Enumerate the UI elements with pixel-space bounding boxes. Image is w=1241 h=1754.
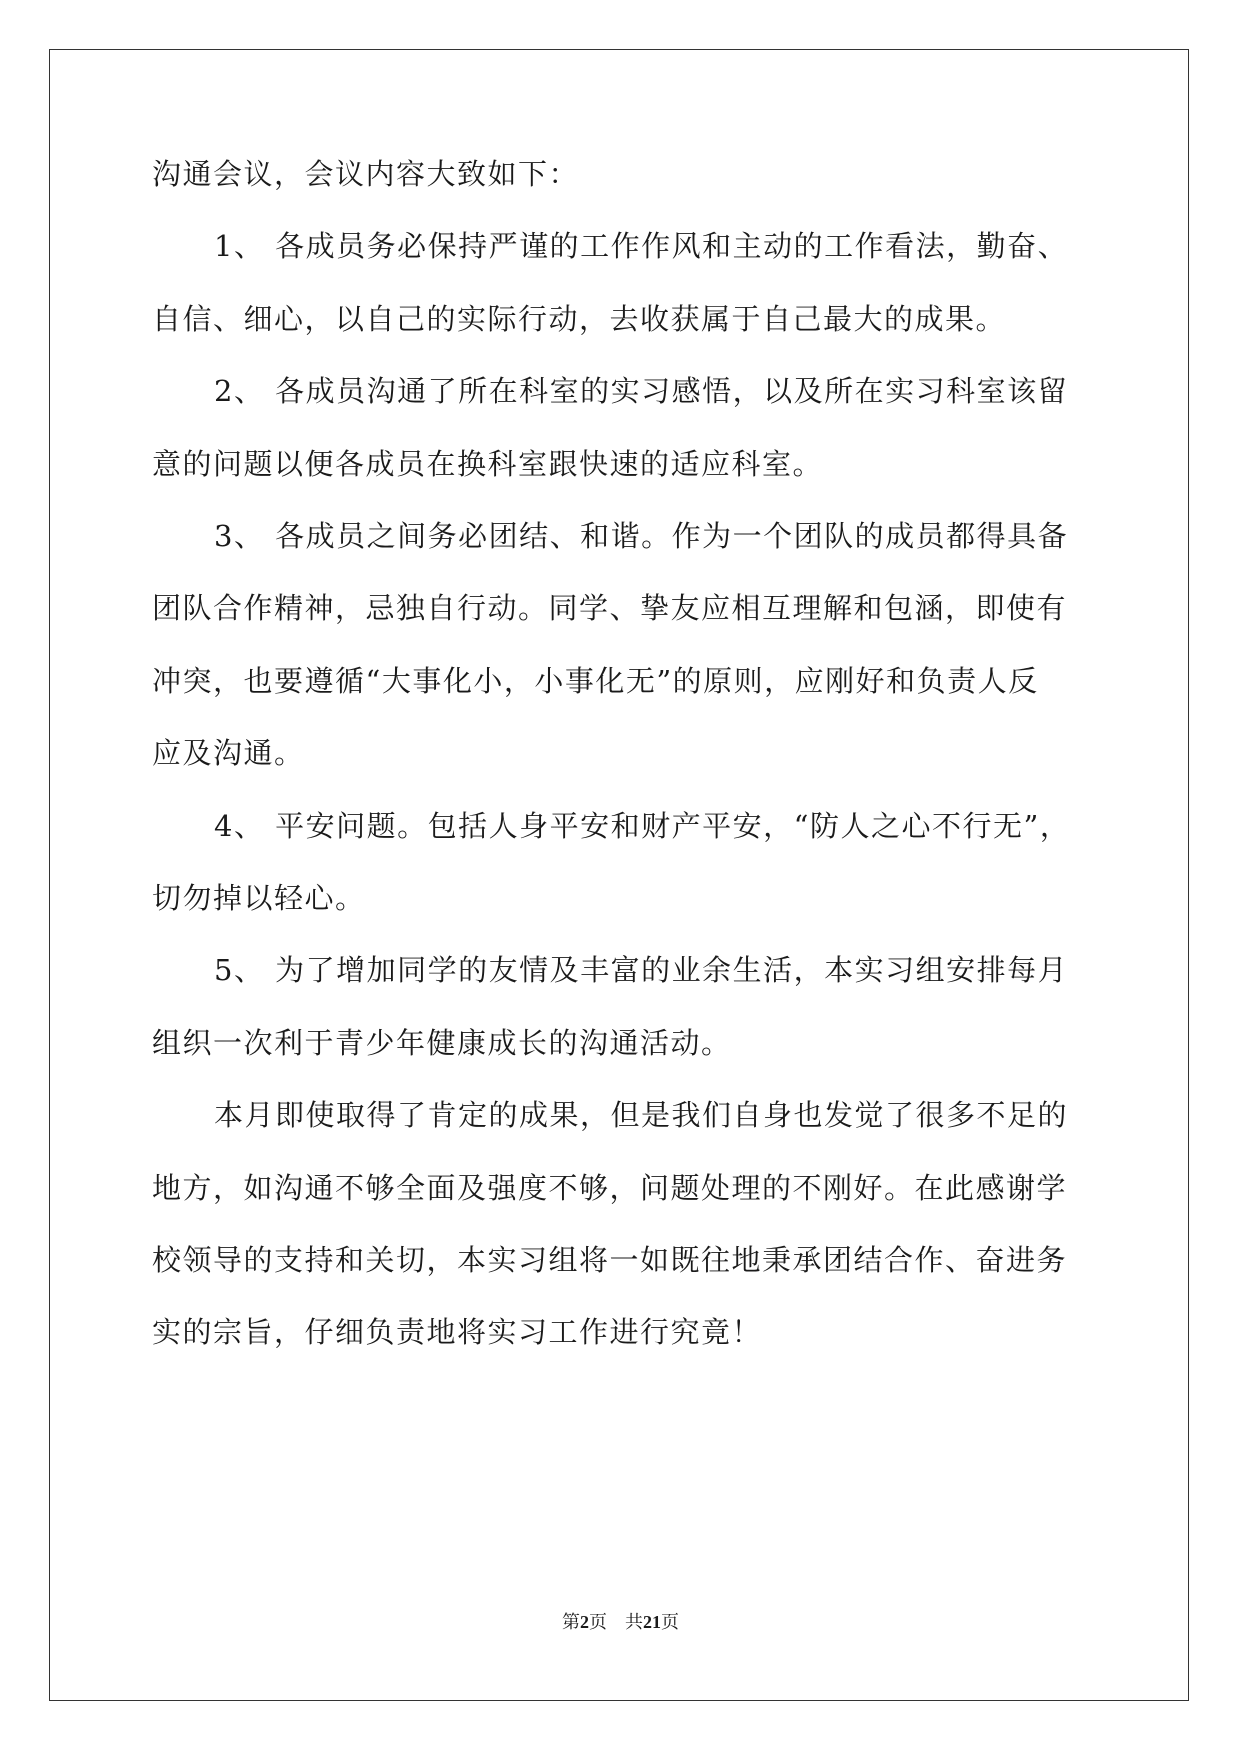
footer-total-suffix: 页 [661, 1612, 679, 1633]
text-line: 实的宗旨，仔细负责地将实习工作进行究竟！ [152, 1315, 763, 1349]
text-line: 5、 为了增加同学的友情及丰富的业余生活，本实习组安排每月 [214, 953, 1069, 987]
text-line: 地方，如沟通不够全面及强度不够，问题处理的不刚好。在此感谢学 [152, 1171, 1068, 1205]
text-line: 1、 各成员务必保持严谨的工作作风和主动的工作看法，勤奋、 [214, 229, 1069, 263]
text-line: 自信、细心，以自己的实际行动，去收获属于自己最大的成果。 [152, 302, 1007, 336]
text-line: 3、 各成员之间务必团结、和谐。作为一个团队的成员都得具备 [214, 519, 1069, 553]
footer-page-prefix: 第 [562, 1612, 580, 1633]
text-line: 组织一次利于青少年健康成长的沟通活动。 [152, 1026, 732, 1060]
footer-total-pages: 21 [643, 1612, 661, 1632]
text-line: 应及沟通。 [152, 736, 305, 770]
page-footer [0, 1610, 1241, 1635]
text-line: 沟通会议，会议内容大致如下： [152, 157, 580, 191]
footer-page-suffix: 页 [589, 1612, 607, 1633]
footer-total-prefix: 共 [625, 1612, 643, 1633]
text-line: 校领导的支持和关切，本实习组将一如既往地秉承团结合作、奋进务 [152, 1243, 1068, 1277]
text-line: 团队合作精神，忌独自行动。同学、挚友应相互理解和包涵，即使有 [152, 591, 1068, 625]
text-line: 意的问题以便各成员在换科室跟快速的适应科室。 [152, 447, 824, 481]
text-line: 冲突，也要遵循“大事化小，小事化无”的原则，应刚好和负责人反 [152, 664, 1039, 698]
footer-page-number: 2 [580, 1612, 589, 1632]
text-line: 本月即使取得了肯定的成果，但是我们自身也发觉了很多不足的 [214, 1098, 1069, 1132]
text-line: 切勿掉以轻心。 [152, 881, 366, 915]
text-line: 4、 平安问题。包括人身平安和财产平安，“防人之心不行无”， [214, 809, 1071, 843]
text-line: 2、 各成员沟通了所在科室的实习感悟，以及所在实习科室该留 [214, 374, 1069, 408]
